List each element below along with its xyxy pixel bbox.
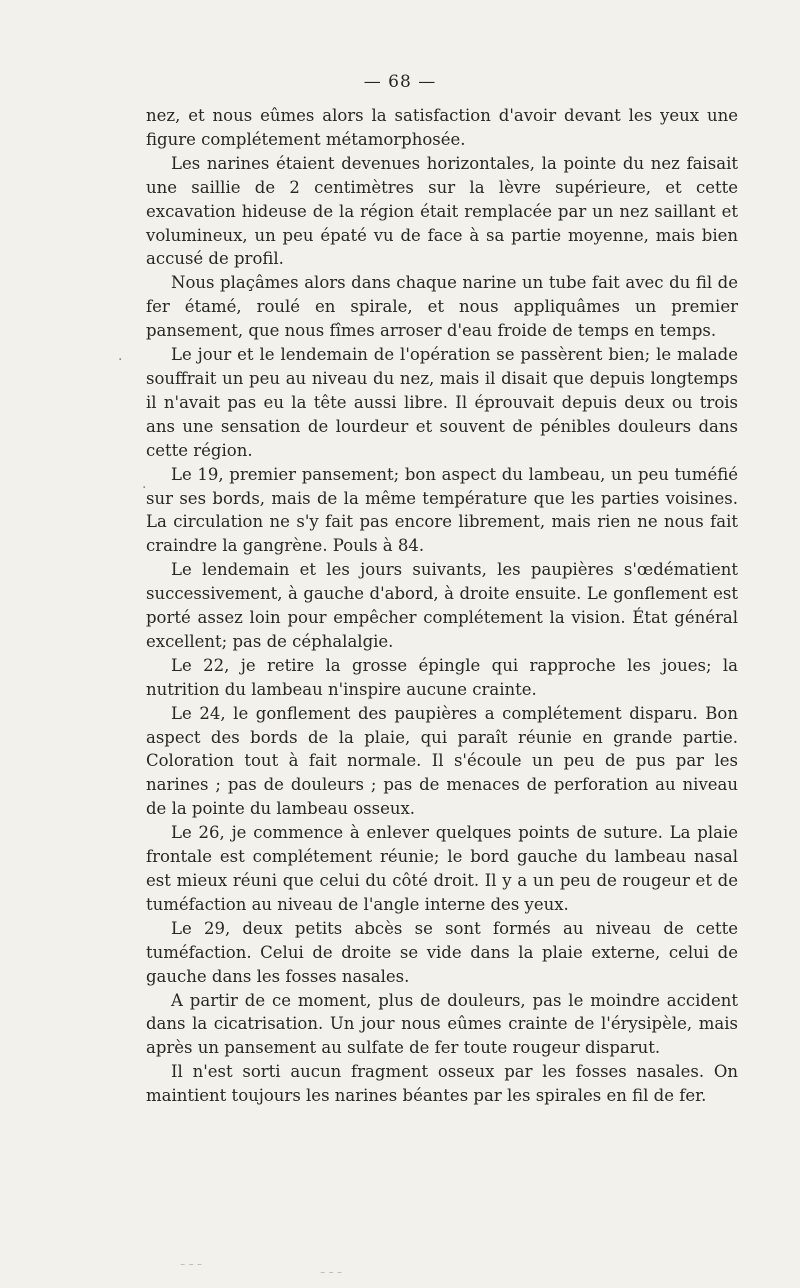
paragraph-no-fragment: Il n'est sorti aucun fragment osseux par les fosses nasales. On maintient toujours les narines béantes par les spirales en fil de fer. — [146, 1062, 738, 1106]
print-speck: · — [142, 480, 147, 496]
paragraph-day-24: Le 24, le gonflement des paupières a complétement disparu. Bon aspect des bords de la plaie, qui paraît réunie en grande partie. Coloration tout à fait normale. Il s'écoule un peu de pus par les narines ; pas de douleurs ; pas de menaces de perforation au niveau de la pointe du lambeau osseux. — [146, 703, 738, 819]
paragraph-day-19: Le 19, premier pansement; bon aspect du lambeau, un peu tuméfié sur ses bords, mais de la même température que les parties voisines. La circulation ne s'y fait pas encore librement, mais rien ne nous fait craindre la gangrène. Pouls à 84. — [146, 464, 738, 556]
paragraph-following-days: Le lendemain et les jours suivants, les paupières s'œdématient successivement, à gauche d'abord, à droite ensuite. Le gonflement est porté assez loin pour empêcher complétement la vision. État général excellent; pas de céphalalgie. — [146, 560, 738, 651]
print-speck: ⁻ ⁻ ⁻ — [320, 1270, 343, 1281]
paragraph-continuation: nez, et nous eûmes alors la satisfaction d'avoir devant les yeux une figure complétement métamorphosée. — [146, 106, 738, 149]
paragraph-tube: Nous plaçâmes alors dans chaque narine un tube fait avec du fil de fer étamé, roulé en spirale, et nous appliquâmes un premier pansement, que nous fîmes arroser d'eau froide de temps en temps. — [146, 273, 738, 341]
paragraph-operation-day: Le jour et le lendemain de l'opération se passèrent bien; le malade souffrait un peu au niveau du nez, mais il disait que depuis longtemps il n'avait pas eu la tête aussi libre. Il éprouvait depuis deux ou trois ans une sensation de lourdeur et souvent de pénibles douleurs dans cette région. — [146, 345, 738, 460]
paragraph-narines: Les narines étaient devenues horizontales, la pointe du nez faisait une saillie de 2 centimètres sur la lèvre supérieure, et cette excavation hideuse de la région était remplacée par un nez saillant et volumineux, un peu épaté vu de face à sa partie moyenne, mais bien accusé de profil. — [146, 153, 738, 269]
paragraph-day-26: Le 26, je commence à enlever quelques points de suture. La plaie frontale est complétement réunie; le bord gauche du lambeau nasal est mieux réuni que celui du côté droit. Il y a un peu de rougeur et de tuméfaction au niveau de l'angle interne des yeux. — [146, 823, 738, 914]
paragraph-healing: A partir de ce moment, plus de douleurs, pas le moindre accident dans la cicatrisation. Un jour nous eûmes crainte de l'érysipèle, mais après un pansement au sulfate de fer toute rougeur disparut. — [146, 990, 738, 1058]
print-speck: · — [118, 352, 123, 368]
paragraph-day-29: Le 29, deux petits abcès se sont formés au niveau de cette tuméfaction. Celui de droite se vide dans la plaie externe, celui de gauche dans les fosses nasales. — [146, 918, 738, 986]
paragraph-day-22: Le 22, je retire la grosse épingle qui rapproche les joues; la nutrition du lambeau n'inspire aucune crainte. — [146, 655, 738, 699]
body-text — [146, 104, 738, 1108]
print-speck: ⁻ ⁻ ⁻ — [180, 1262, 203, 1273]
page-number: — 68 — — [363, 72, 437, 92]
